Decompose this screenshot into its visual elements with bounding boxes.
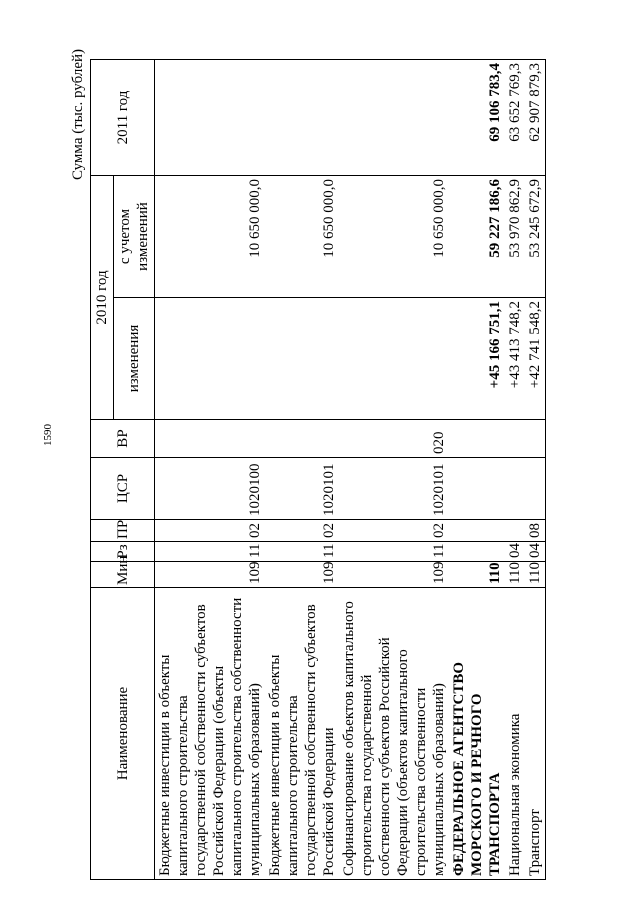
table-body xyxy=(155,59,546,879)
cell-rz: 04 xyxy=(505,542,525,562)
cell-rz: 11 xyxy=(339,542,449,562)
col-header-min: Мин xyxy=(91,562,155,588)
cell-vr xyxy=(505,420,525,458)
col-header-csr: ЦСР xyxy=(91,458,155,520)
cell-name: Бюджетные инвестиции в объекты капитального строительства государственной собственности субъектов Российской Федерации xyxy=(265,588,339,880)
page-number: 1590 xyxy=(42,424,54,446)
cell-with-changes: 10 650 000,0 xyxy=(265,175,339,297)
cell-name: ФЕДЕРАЛЬНОЕ АГЕНТСТВО МОРСКОГО И РЕЧНОГО ТРАНСПОРТА xyxy=(449,588,505,880)
cell-name: Национальная экономика xyxy=(505,588,525,880)
table-row xyxy=(449,59,505,879)
budget-table-page xyxy=(70,48,590,880)
cell-2011 xyxy=(265,59,339,175)
col-header-vr: ВР xyxy=(91,420,155,458)
cell-csr: 1020101 xyxy=(339,458,449,520)
cell-with-changes: 59 227 186,6 xyxy=(449,175,505,297)
cell-name: Софинансирование объектов капитального строительства государственной собственности субъектов Российской Федерации (объектов капитального строительства собственности муниципальных образований) xyxy=(339,588,449,880)
cell-pr: 08 xyxy=(525,520,546,542)
cell-pr: 02 xyxy=(339,520,449,542)
cell-min: 110 xyxy=(505,562,525,588)
cell-2011: 62 907 879,3 xyxy=(525,59,546,175)
cell-2011 xyxy=(339,59,449,175)
cell-pr xyxy=(449,520,505,542)
cell-with-changes: 10 650 000,0 xyxy=(339,175,449,297)
cell-with-changes: 10 650 000,0 xyxy=(155,175,266,297)
cell-2011 xyxy=(155,59,266,175)
cell-vr xyxy=(525,420,546,458)
cell-rz: 11 xyxy=(265,542,339,562)
budget-table xyxy=(90,59,546,880)
cell-rz xyxy=(449,542,505,562)
cell-vr xyxy=(449,420,505,458)
cell-min: 109 xyxy=(339,562,449,588)
cell-2011: 63 652 769,3 xyxy=(505,59,525,175)
cell-changes: +45 166 751,1 xyxy=(449,298,505,420)
cell-changes xyxy=(339,298,449,420)
cell-min: 110 xyxy=(525,562,546,588)
cell-vr: 020 xyxy=(339,420,449,458)
cell-vr xyxy=(265,420,339,458)
cell-csr xyxy=(505,458,525,520)
cell-min: 109 xyxy=(265,562,339,588)
cell-csr: 1020100 xyxy=(155,458,266,520)
cell-vr xyxy=(155,420,266,458)
cell-rz: 04 xyxy=(525,542,546,562)
col-header-with-changes: с учетом изменений xyxy=(114,175,155,297)
col-header-name: Наименование xyxy=(91,588,155,880)
table-row xyxy=(505,59,525,879)
table-row xyxy=(155,59,266,879)
cell-pr xyxy=(505,520,525,542)
cell-with-changes: 53 970 862,9 xyxy=(505,175,525,297)
cell-rz: 11 xyxy=(155,542,266,562)
cell-changes xyxy=(155,298,266,420)
cell-with-changes: 53 245 672,9 xyxy=(525,175,546,297)
cell-pr: 02 xyxy=(265,520,339,542)
cell-pr: 02 xyxy=(155,520,266,542)
units-caption: Сумма (тыс. рублей) xyxy=(70,48,86,180)
cell-changes xyxy=(265,298,339,420)
table-row xyxy=(265,59,339,879)
cell-csr: 1020101 xyxy=(265,458,339,520)
cell-name: Бюджетные инвестиции в объекты капитального строительства государственной собственности субъектов Российской Федерации (объекты капитального строительства собственности муниципальных образований) xyxy=(155,588,266,880)
col-header-2011: 2011 год xyxy=(91,59,155,175)
col-header-2010: 2010 год xyxy=(91,175,114,419)
cell-min: 110 xyxy=(449,562,505,588)
table-row xyxy=(525,59,546,879)
cell-name: Транспорт xyxy=(525,588,546,880)
col-header-rz: Рз xyxy=(91,542,155,562)
col-header-pr: ПР xyxy=(91,520,155,542)
cell-csr xyxy=(525,458,546,520)
cell-changes: +43 413 748,2 xyxy=(505,298,525,420)
cell-csr xyxy=(449,458,505,520)
col-header-changes: изменения xyxy=(114,298,155,420)
table-row xyxy=(339,59,449,879)
cell-min: 109 xyxy=(155,562,266,588)
cell-2011: 69 106 783,4 xyxy=(449,59,505,175)
cell-changes: +42 741 548,2 xyxy=(525,298,546,420)
